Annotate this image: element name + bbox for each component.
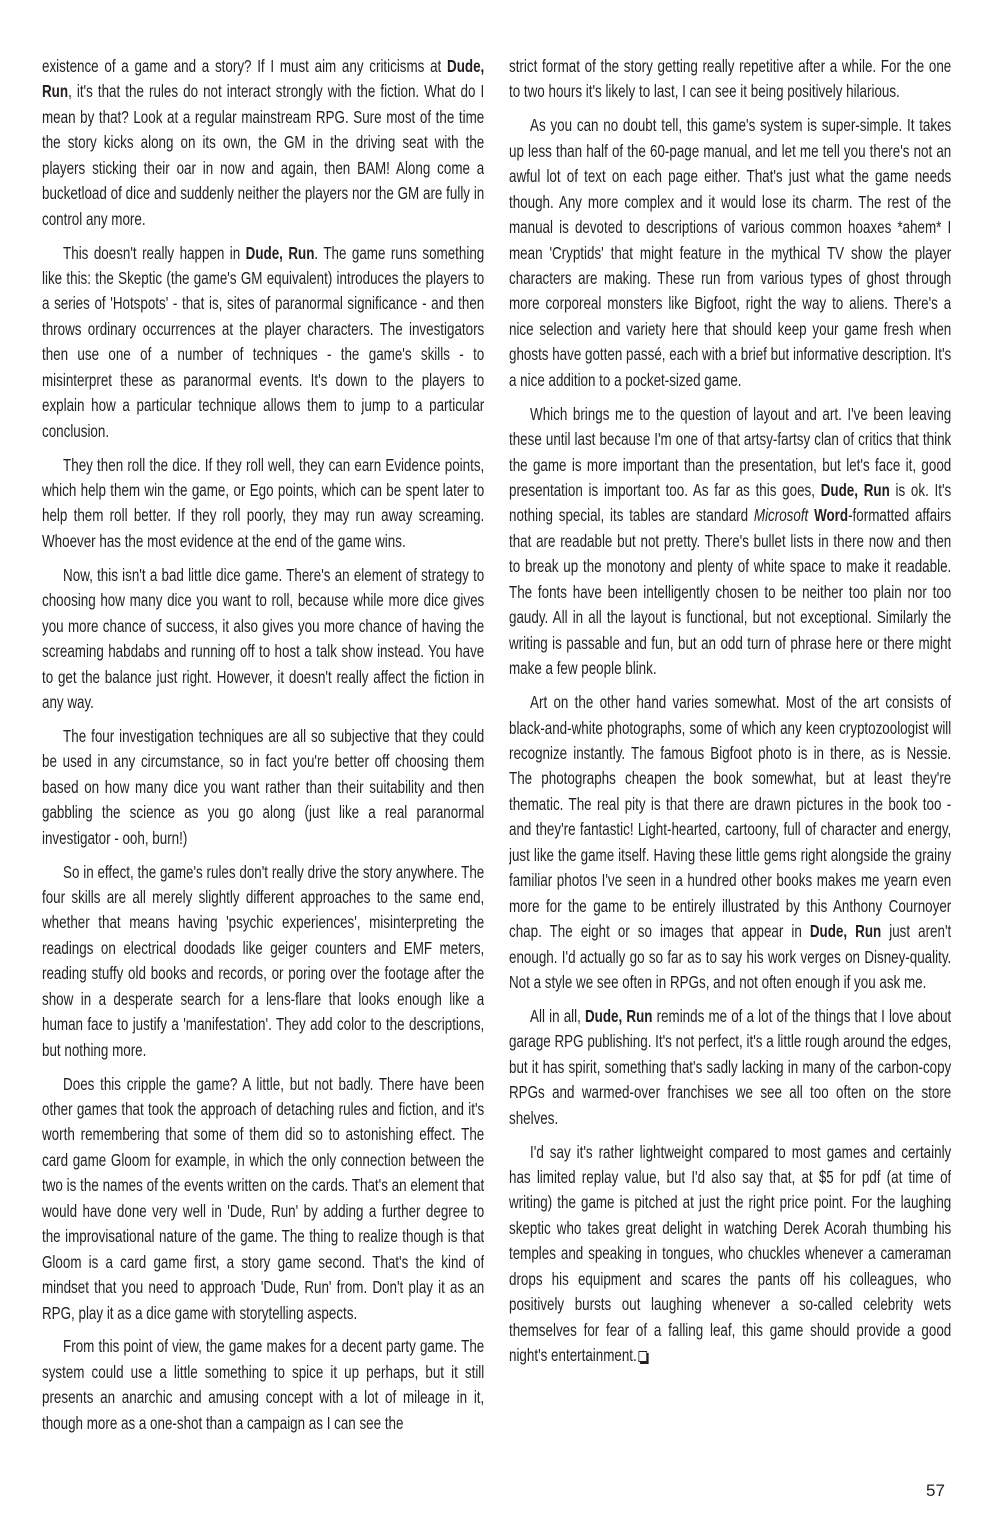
- page-number: 57: [926, 1481, 945, 1500]
- game-title-bold: Dude, Run: [809, 921, 882, 942]
- text-run: , it's that the rules do not interact strongly with the fiction. What do I mean by that? Look at a regular mainstream RPG. Sure most of the time the story kicks along on its own, the GM in the driving seat with the players sticking their oar in now and again, then BAM! Along come a bucketload of dice and suddenly neither the players nor the GM are fully in control any more.: [42, 81, 484, 229]
- paragraph: The four investigation techniques are all so subjective that they could be used in any circumstance, so in fact you're better off choosing them based on how many dice you want rather than their suitability and then gabbling the science as you go along (just like a real paranormal investigator - ooh, burn!): [42, 725, 484, 848]
- game-title-bold: Dude, Run: [42, 56, 484, 102]
- left-column-text: [42, 54, 484, 1436]
- paragraph: strict format of the story getting really repetitive after a while. For the one to two hours it's likely to last, I can see it being positively hilarious.: [509, 56, 951, 102]
- paragraph: [42, 241, 484, 445]
- text-run: -formatted affairs that are readable but not pretty. There's bullet lists in there now and then to break up the monotony and plenty of white space to make it readable. The fonts have been intelligently chosen to be neither too plain nor too gaudy. All in all the layout is functional, but not exceptional. Similarly the writing is passable and fun, but an odd turn of phrase here or there might make a few people blink.: [509, 505, 951, 679]
- paragraph: [509, 1140, 951, 1369]
- text-run: is ok. It's nothing special, its tables are standard: [509, 480, 951, 526]
- end-of-article-box-icon: [638, 1351, 647, 1362]
- paragraph: As you can no doubt tell, this game's system is super-simple. It takes up less than half of the 60-page manual, and let me tell you there's not an awful lot of text on each page either. That's just what the game needs though. Any more complex and it would lose its charm. The rest of the manual is devoted to descriptions of various common hoaxes *ahem* I mean 'Cryptids' that might feature in the mythical TV show the player characters are making. These run from various types of ghost through more corporeal monsters like Bigfoot, right the way to aliens. There's a nice selection and variety here that should keep your game fresh when ghosts have gotten passé, each with a brief but informative description. It's a nice addition to a pocket-sized game.: [509, 115, 951, 390]
- text-run: Which brings me to the question of layout and art. I've been leaving these until last because I'm one of that artsy-fartsy clan of critics that think the game is more important than the presentation, but let's face it, good presentation is important too. As far as this goes,: [509, 403, 951, 501]
- paragraph: [42, 54, 484, 232]
- right-column-text: [509, 54, 951, 1369]
- paragraph: Does this cripple the game? A little, but not badly. There have been other games that took the approach of detaching rules and fiction, and it's worth remembering that some of them did so to astonishing effect. The card game Gloom for example, in which the only connection between the two is the names of the events written on the cards. That's an element that would have done very well in 'Dude, Run' by adding a further degree to the improvisational nature of the game. The thing to realize though is that Gloom is a card game first, a story game second. That's the kind of mindset that you need to approach 'Dude, Run' from. Don't play it as an RPG, play it as a dice game with storytelling aspects.: [42, 1073, 484, 1323]
- text-run: This doesn't really happen in: [63, 242, 246, 263]
- game-title-bold: Dude, Run: [585, 1005, 653, 1026]
- text-run: reminds me of a lot of the things that I love about garage RPG publishing. It's not perfect, it's a little rough around the edges, but it has spirit, something that's sadly lacking in many of the carbon-copy RPGs and warmed-over franchises we see all too often on the store shelves.: [509, 1005, 951, 1128]
- paragraph: They then roll the dice. If they roll well, they can earn Evidence points, which help them win the game, or Ego points, which can be spent later to help them roll better. If they roll poorly, they may run away screaming. Whoever has the most evidence at the end of the game wins.: [42, 454, 484, 551]
- text-run: . The game runs something like this: the Skeptic (the game's GM equivalent) introduces the players to a series of 'Hotspots' - that is, sites of paranormal significance - and then throws ordinary occurrences at the player characters. The investigators then use one of a number of techniques - the game's skills - to misinterpret these as paranormal events. It's down to the players to explain how a particular technique allows them to jump to a particular conclusion.: [42, 242, 484, 441]
- paragraph: [509, 690, 951, 995]
- game-title-bold: Dude, Run: [245, 242, 315, 263]
- bold-text: Word: [814, 505, 849, 526]
- left-column: [42, 54, 484, 1474]
- paragraph: Now, this isn't a bad little dice game. There's an element of strategy to choosing how many dice you want to roll, because while more dice gives you more chance of success, it also gives you more chance of having the screaming habdabs and running off to host a talk show instead. You have to get the balance just right. However, it doesn't really affect the fiction in any way.: [42, 564, 484, 713]
- game-title-bold: Dude, Run: [820, 480, 890, 501]
- text-run: existence of a game and a story? If I must aim any criticisms at: [42, 56, 448, 76]
- italic-text: Microsoft: [753, 505, 809, 526]
- paragraph: [509, 1004, 951, 1131]
- text-run: All in all,: [530, 1005, 586, 1026]
- paragraph: From this point of view, the game makes for a decent party game. The system could use a little something to spice it up perhaps, but it still presents an anarchic and amusing concept with a lot of mileage in it, though more as a one-shot than a campaign as I can see the: [42, 1336, 484, 1433]
- paragraph: [509, 402, 951, 682]
- right-column: [509, 54, 951, 1474]
- text-run: I'd say it's rather lightweight compared to most games and certainly has limited replay value, but I'd also say that, at $5 for pdf (at time of writing) the game is pitched at just the right price point. For the laughing skeptic who takes great delight in watching Derek Acorah thumbing his temples and speaking in tongues, who chuckles whenever a cameraman drops his equipment and scares the pants off his colleagues, who positively bursts out laughing whenever a so-called celebrity wets themselves for fear of a falling leaf, this game should provide a good night's entertainment.: [509, 1141, 951, 1366]
- text-run: just aren't enough. I'd actually go so far as to say his work verges on Disney-quality. Not a style we see often in RPGs, and not often enough if you ask me.: [509, 921, 951, 993]
- text-run: Art on the other hand varies somewhat. Most of the art consists of black-and-white photographs, some of which any keen cryptozoologist will recognize instantly. The famous Bigfoot photo is in there, as is Nessie. The photographs cheapen the book somewhat, but at least they're thematic. The real pity is that there are drawn pictures in the book too - and they're fantastic! Light-hearted, cartoony, full of character and energy, just like the game itself. Having these little gems right alongside the grainy familiar photos I've seen in a hundred other books makes me yearn even more for the game to be entirely illustrated by this Anthony Cournoyer chap. The eight or so images that appear in: [509, 692, 951, 942]
- paragraph: So in effect, the game's rules don't really drive the story anywhere. The four skills are all merely slightly different approaches to the same end, whether that means having 'psychic experiences', misinterpreting the readings on electrical doodads like geiger counters and EMF meters, reading stuffy old books and records, or poring over the footage after the show in a desperate search for a lens-flare that looks enough like a human face to justify a 'manifestation'. They add color to the descriptions, but nothing more.: [42, 861, 484, 1060]
